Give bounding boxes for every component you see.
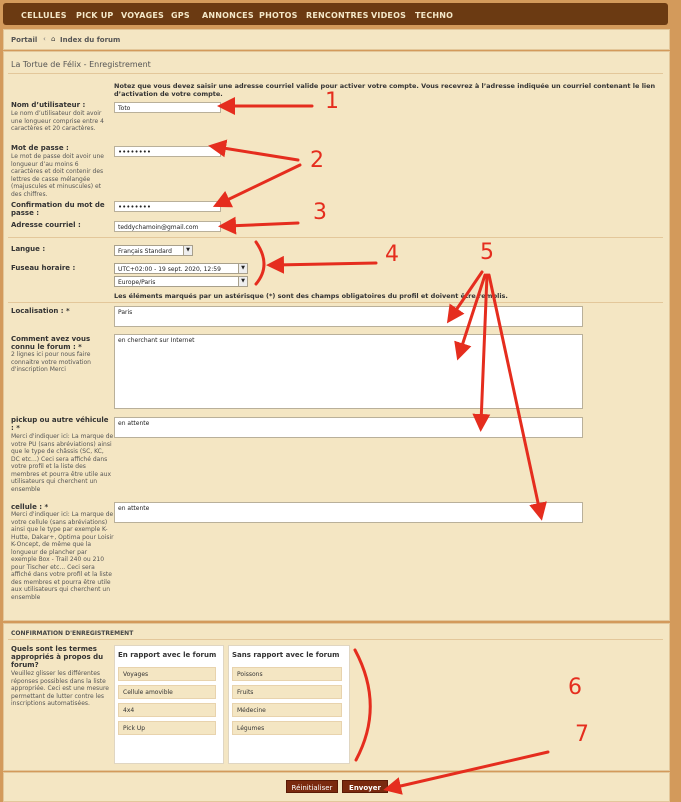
annotation-4: 4 <box>385 242 399 267</box>
unrelated-term-chip[interactable]: Poissons <box>232 667 342 681</box>
unrelated-terms-title: Sans rapport avec le forum <box>232 651 340 659</box>
arrow-7 <box>392 752 548 788</box>
reset-button[interactable]: Réinitialiser <box>286 780 338 793</box>
breadcrumb-portal[interactable]: Portail <box>11 36 38 44</box>
username-desc: Le nom d’utilisateur doit avoir une longueur comprise entre 4 caractères et 20 caractères. <box>11 110 104 132</box>
nav-voyages[interactable]: VOYAGES <box>121 11 164 20</box>
unrelated-term-chip[interactable]: Médecine <box>232 703 342 717</box>
username-label: Nom d’utilisateur : <box>11 101 86 109</box>
password-confirm-input[interactable]: •••••••• <box>114 201 221 212</box>
pickup-input[interactable]: en attente <box>114 417 583 438</box>
related-term-chip[interactable]: Cellule amovible <box>118 685 216 699</box>
submit-button[interactable]: Envoyer <box>342 780 388 793</box>
breadcrumb-index[interactable]: Index du forum <box>60 36 121 44</box>
annotation-5: 5 <box>480 240 494 265</box>
password-desc: Le mot de passe doit avoir une longueur d’au moins 6 caractères et doit contenir des lettres de casse mélangée (majuscules et minuscules) et des chiffres. <box>11 153 104 198</box>
confirmation-heading: CONFIRMATION D'ENREGISTREMENT <box>11 630 134 637</box>
confirmation-desc: Veuillez glisser les différentes réponses possibles dans la liste appropriée. Ceci est une mesure permettant de lutter contre les inscriptions automatisées. <box>11 670 109 707</box>
related-terms-title: En rapport avec le forum <box>118 651 217 659</box>
pickup-desc: Merci d'indiquer ici: La marque de votre PU (sans abréviations) ainsi que le type de châssis (SC, KC, DC etc...) Ceci sera affiché dans votre profil et la liste des membres et pourra être utile aux utilisateurs qui cherchent un ensemble <box>11 433 114 493</box>
timezone-value: UTC+02:00 - 19 sept. 2020, 12:59 <box>118 266 221 273</box>
password-confirm-label: Confirmation du mot de passe : <box>11 201 105 217</box>
location-label: Localisation : * <box>11 307 70 315</box>
cellule-label: cellule : * <box>11 503 49 511</box>
annotation-7: 7 <box>575 722 589 747</box>
password-input[interactable]: •••••••• <box>114 146 221 157</box>
nav-rencontres[interactable]: RENCONTRES <box>306 11 369 20</box>
cellule-desc: Merci d'indiquer ici: La marque de votre cellule (sans abréviations) ainsi que le type par exemple K-Hutte, Dakar+, Optima pour Loisir K-Oncept, de même que la longueur de plancher par exemple Box - Trail 240 ou 210 pour Tischer etc... Ceci sera affiché dans votre profil et la liste des membres et pourra être utile aux utilisateurs qui cherchent un ensemble <box>11 511 114 601</box>
how-known-label: Comment avez vous connu le forum : * <box>11 335 91 351</box>
page-title: La Tortue de Félix - Enregistrement <box>11 60 151 69</box>
nav-pick-up[interactable]: PICK UP <box>76 11 114 20</box>
language-label: Langue : <box>11 245 46 253</box>
how-known-desc: 2 lignes ici pour nous faire connaitre votre motivation d'inscription Merci <box>11 351 91 373</box>
username-input[interactable]: Toto <box>114 102 221 113</box>
timezone-label: Fuseau horaire : <box>11 264 76 272</box>
confirmation-question: Quels sont les termes appropriés à propos du forum? <box>11 645 104 669</box>
nav-techno[interactable]: TECHNO <box>415 11 454 20</box>
brace-4 <box>256 242 264 284</box>
nav-annonces[interactable]: ANNONCES <box>202 11 254 20</box>
password-label: Mot de passe : <box>11 144 69 152</box>
arrow-5c <box>481 275 487 423</box>
location-input[interactable]: Paris <box>114 306 583 327</box>
how-known-textarea[interactable]: en cherchant sur Internet <box>114 334 583 409</box>
annotation-6: 6 <box>568 675 582 700</box>
nav-photos[interactable]: PHOTOS <box>259 11 298 20</box>
arrow-2b <box>221 165 300 203</box>
nav-videos[interactable]: VIDEOS <box>371 11 407 20</box>
arrow-2a <box>217 147 298 160</box>
home-icon: ⌂ <box>51 35 56 43</box>
chevron-down-icon: ▼ <box>238 277 247 286</box>
chevron-down-icon: ▼ <box>183 246 192 255</box>
nav-cellules[interactable]: CELLULES <box>21 11 67 20</box>
unrelated-term-chip[interactable]: Légumes <box>232 721 342 735</box>
pickup-label: pickup ou autre véhicule : * <box>11 416 109 432</box>
related-term-chip[interactable]: Pick Up <box>118 721 216 735</box>
chevron-down-icon: ▼ <box>238 264 247 273</box>
related-term-chip[interactable]: 4x4 <box>118 703 216 717</box>
email-input[interactable]: teddychamoin@gmail.com <box>114 221 221 232</box>
email-notice: Notez que vous devez saisir une adresse courriel valide pour activer votre compte. Vous recevrez à l’adresse indiquée un courriel contenant le lien d’activation de votre compte. <box>114 82 656 98</box>
breadcrumb-separator: ‹ <box>43 35 46 43</box>
brace-6 <box>355 650 370 760</box>
annotation-2: 2 <box>310 148 324 173</box>
nav-gps[interactable]: GPS <box>171 11 190 20</box>
unrelated-term-chip[interactable]: Fruits <box>232 685 342 699</box>
timezone-zone-value: Europe/Paris <box>118 279 156 286</box>
annotation-1: 1 <box>325 89 339 114</box>
cellule-input[interactable]: en attente <box>114 502 583 523</box>
required-note: Les éléments marqués par un astérisque (*) sont des champs obligatoires du profil et doivent être remplis. <box>114 292 508 300</box>
email-label: Adresse courriel : <box>11 221 81 229</box>
language-value: Français Standard <box>118 248 172 255</box>
arrow-5d <box>489 275 540 512</box>
related-term-chip[interactable]: Voyages <box>118 667 216 681</box>
annotation-3: 3 <box>313 200 327 225</box>
arrow-4 <box>275 263 376 265</box>
arrow-3 <box>227 223 298 226</box>
